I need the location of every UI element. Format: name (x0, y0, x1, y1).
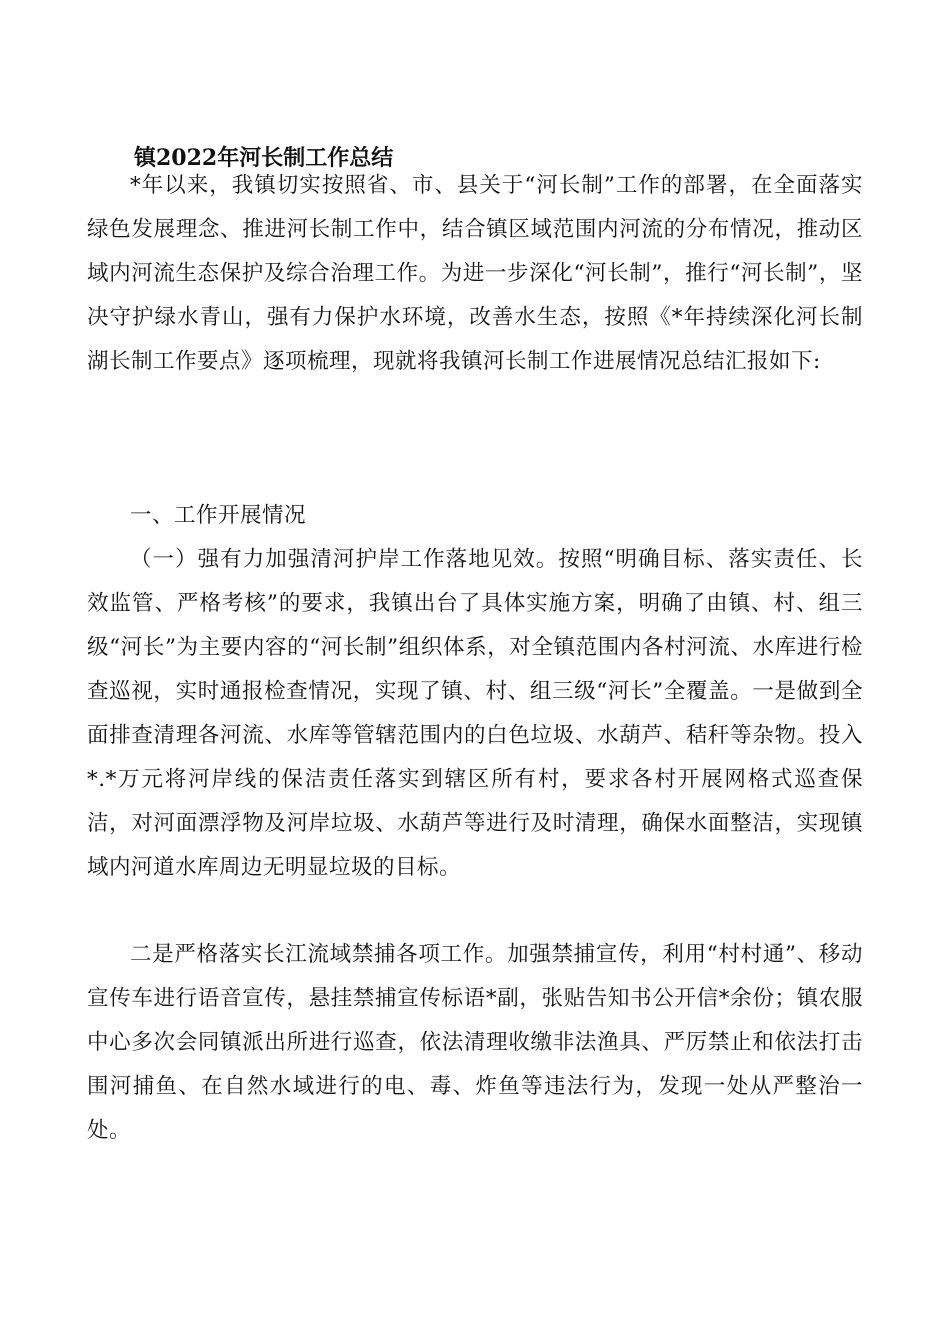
intro-paragraph: *年以来，我镇切实按照省、市、县关于“河长制”工作的部署，在全面落实绿色发展理念、推进河长制工作中，结合镇区域范围内河流的分布情况，推动区域内河流生态保护及综合治理工作。为进一步深化“河长制”，推行“河长制”，坚决守护绿水青山，强有力保护水环境，改善水生态，按照《*年持续深化河长制湖长制工作要点》逐项梳理，现就将我镇河长制工作进展情况总结汇报如下: (87, 173, 863, 374)
document-title: 镇2022年河长制工作总结 (134, 145, 394, 171)
item-two-paragraph: 二是严格落实长江流域禁捕各项工作。加强禁捕宣传，利用“村村通”、移动宣传车进行语音宣传，悬挂禁捕宣传标语*副，张贴告知书公开信*余份；镇农服中心多次会同镇派出所进行巡查，依法清理收缴非法渔具、严厉禁止和依法打击围河捕鱼、在自然水域进行的电、毒、炸鱼等违法行为，发现一处从严整治一处。 (87, 942, 863, 1143)
section-heading: 一、工作开展情况 (130, 503, 307, 528)
item-one-paragraph: （一）强有力加强清河护岸工作落地见效。按照“明确目标、落实责任、长效监管、严格考核”的要求，我镇出台了具体实施方案，明确了由镇、村、组三级“河长”为主要内容的“河长制”组织体系，对全镇范围内各村河流、水库进行检查巡视，实时通报检查情况，实现了镇、村、组三级“河长”全覆盖。一是做到全面排查清理各河流、水库等管辖范围内的白色垃圾、水葫芦、秸秆等杂物。投入*.*万元将河岸线的保洁责任落实到辖区所有村，要求各村开展网格式巡查保洁，对河面漂浮物及河岸垃圾、水葫芦等进行及时清理，确保水面整洁，实现镇域内河道水库周边无明显垃圾的目标。 (87, 547, 863, 880)
